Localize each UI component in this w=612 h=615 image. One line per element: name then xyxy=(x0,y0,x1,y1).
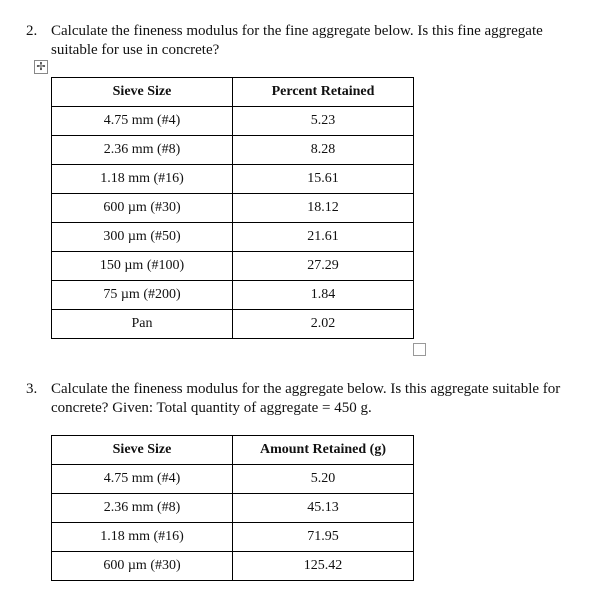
text-cursor xyxy=(413,194,414,212)
question-number: 3. xyxy=(26,381,38,397)
question-text: Calculate the fineness modulus for the aggregate below. Is this aggregate suitable for concrete? Given: Total quantity of aggregate = 450 g. xyxy=(51,381,561,416)
table-header-row xyxy=(52,436,414,465)
amount-retained-cell[interactable]: 125.42 xyxy=(233,552,414,581)
sieve-size-cell[interactable]: 4.75 mm (#4) xyxy=(52,107,233,136)
column-header[interactable]: Amount Retained (g) xyxy=(233,436,414,465)
sieve-size-cell[interactable]: 2.36 mm (#8) xyxy=(52,136,233,165)
table-row xyxy=(52,136,414,165)
sieve-size-cell[interactable]: 1.18 mm (#16) xyxy=(52,523,233,552)
amount-retained-cell[interactable]: 45.13 xyxy=(233,494,414,523)
sieve-size-cell[interactable]: 600 µm (#30) xyxy=(52,552,233,581)
amount-retained-cell[interactable]: 71.95 xyxy=(233,523,414,552)
percent-retained-cell[interactable]: 2.02 xyxy=(233,310,414,339)
table-row xyxy=(52,281,414,310)
resize-handle-icon[interactable] xyxy=(413,343,426,356)
sieve-size-cell[interactable]: 4.75 mm (#4) xyxy=(52,465,233,494)
amount-retained-table xyxy=(51,435,414,581)
sieve-size-cell[interactable]: Pan xyxy=(52,310,233,339)
percent-retained-cell[interactable]: 18.12 xyxy=(233,194,414,223)
table-row xyxy=(52,523,414,552)
sieve-size-cell[interactable]: 150 µm (#100) xyxy=(52,252,233,281)
column-header[interactable]: Sieve Size xyxy=(52,78,233,107)
percent-retained-cell[interactable]: 5.23 xyxy=(233,107,414,136)
table-row xyxy=(52,310,414,339)
percent-retained-cell[interactable]: 8.28 xyxy=(233,136,414,165)
sieve-size-cell[interactable]: 600 µm (#30) xyxy=(52,194,233,223)
amount-retained-cell[interactable]: 5.20 xyxy=(233,465,414,494)
table-row xyxy=(52,465,414,494)
table-row xyxy=(52,223,414,252)
table-row xyxy=(52,494,414,523)
column-header[interactable]: Percent Retained xyxy=(233,78,414,107)
table-row xyxy=(52,107,414,136)
question-text: Calculate the fineness modulus for the fine aggregate below. Is this fine aggregate suitable for use in concrete? xyxy=(51,23,543,58)
table-row xyxy=(52,552,414,581)
sieve-size-cell[interactable]: 300 µm (#50) xyxy=(52,223,233,252)
sieve-size-cell[interactable]: 2.36 mm (#8) xyxy=(52,494,233,523)
percent-retained-cell[interactable]: 1.84 xyxy=(233,281,414,310)
sieve-size-cell[interactable]: 75 µm (#200) xyxy=(52,281,233,310)
column-header[interactable]: Sieve Size xyxy=(52,436,233,465)
sieve-size-cell[interactable]: 1.18 mm (#16) xyxy=(52,165,233,194)
percent-retained-cell[interactable]: 21.61 xyxy=(233,223,414,252)
move-icon[interactable]: ✢ xyxy=(34,60,48,74)
table-header-row xyxy=(52,78,414,107)
question-number: 2. xyxy=(26,23,38,39)
table-row xyxy=(52,194,414,223)
table-row xyxy=(52,165,414,194)
percent-retained-cell[interactable]: 27.29 xyxy=(233,252,414,281)
percent-retained-table xyxy=(51,77,414,339)
percent-retained-cell[interactable]: 15.61 xyxy=(233,165,414,194)
table-row xyxy=(52,252,414,281)
